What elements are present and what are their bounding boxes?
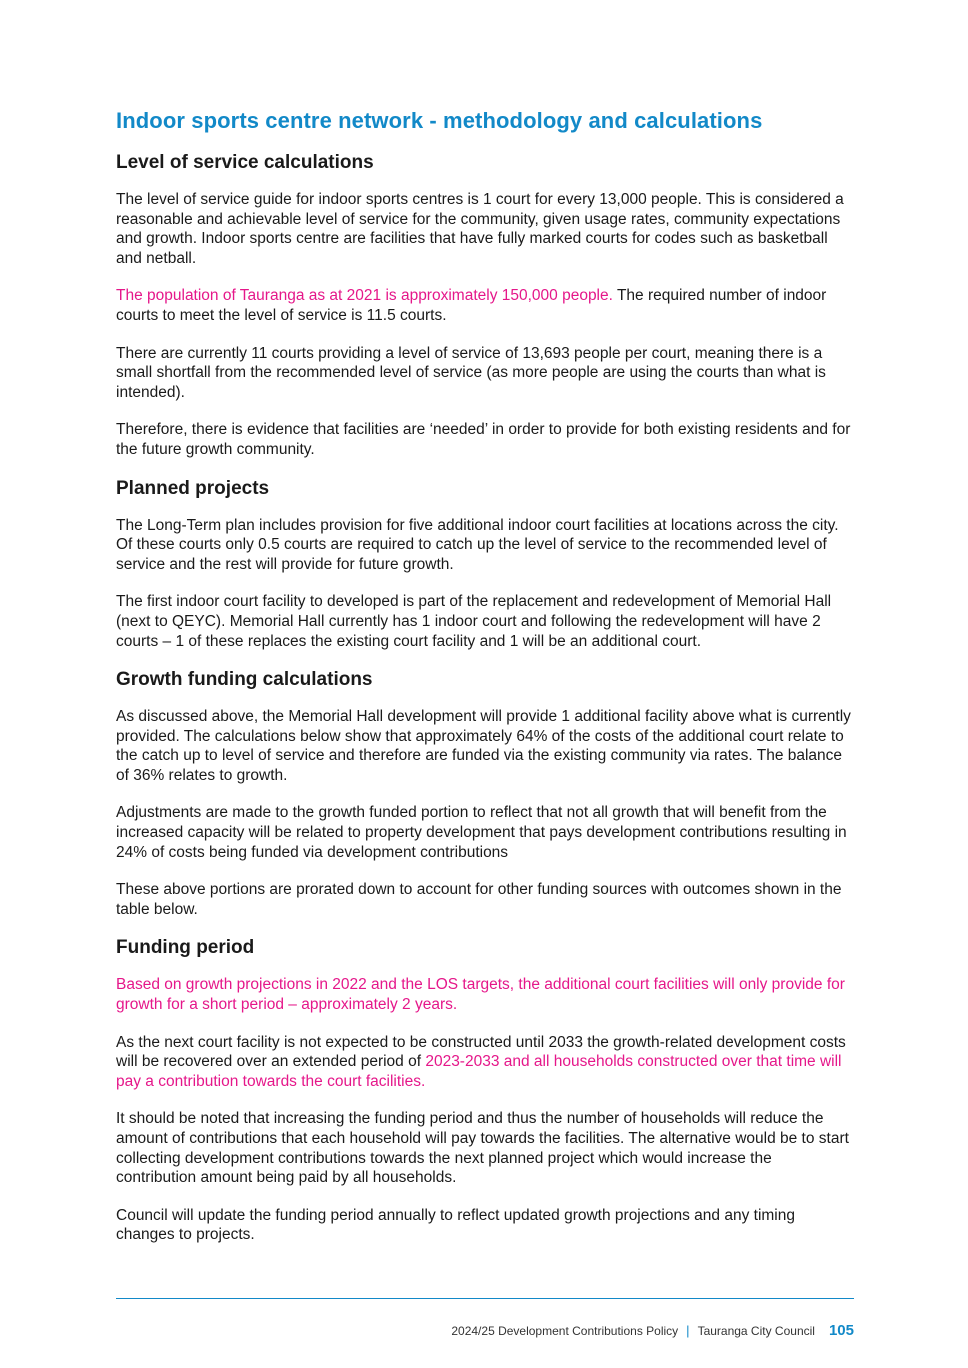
- paragraph: As discussed above, the Memorial Hall development will provide 1 additional facility above what is currently provided. The calculations below show that approximately 64% of the costs of the additional court relate to the catch up to level of service and therefore are funded via the existing community via rates. The balance of 36% relates to growth.: [116, 708, 851, 784]
- paragraph: Adjustments are made to the growth funded portion to reflect that not all growth that will benefit from the increased capacity will be related to property development that pays development contributions resulting in 24% of costs being funded via development contributions: [116, 804, 847, 861]
- section-heading: Growth funding calculations: [116, 669, 373, 691]
- section-planned-projects: [116, 478, 856, 652]
- page-number: 105: [828, 1322, 854, 1339]
- paragraph: These above portions are prorated down to account for other funding sources with outcomes shown in the table below.: [116, 881, 842, 918]
- paragraph: The level of service guide for indoor sports centres is 1 court for every 13,000 people. This is considered a reasonable and achievable level of service for the community, given usage rates, community expectations and growth. Indoor sports centre are facilities that have fully marked courts for codes such as basketball and netball.: [116, 191, 844, 267]
- paragraph: The first indoor court facility to developed is part of the replacement and redevelopment of Memorial Hall (next to QEYC). Memorial Hall currently has 1 indoor court and following the redevelopment will have 2 courts – 1 of these replaces the existing court facility and 1 will be an additional court.: [116, 593, 832, 650]
- paragraph-text: As the next court facility is not expected to be constructed until 2033 the growth-related development costs will be recovered over an extended period of: [116, 1033, 846, 1071]
- page-content: [116, 108, 856, 1263]
- section-growth-funding: [116, 669, 856, 919]
- section-funding-period: [116, 937, 856, 1245]
- footer-council-name: Tauranga City Council: [697, 1323, 815, 1338]
- paragraph: Council will update the funding period annually to reflect updated growth projections and any timing changes to projects.: [116, 1206, 795, 1244]
- highlighted-text: The population of Tauranga as at 2021 is approximately 150,000 people.: [116, 287, 613, 305]
- paragraph: [116, 286, 856, 325]
- highlighted-paragraph: Based on growth projections in 2022 and the LOS targets, the additional court facilities will only provide for growth for a short period – approximately 2 years.: [116, 976, 845, 1014]
- footer-separator: |: [686, 1323, 690, 1338]
- paragraph: There are currently 11 courts providing a level of service of 13,693 people per court, meaning there is a small shortfall from the recommended level of service (as more people are using the courts than what is intended).: [116, 344, 826, 401]
- highlighted-text: 2023-2033 and all households constructed over that time will pay a contribution towards the court facilities.: [116, 1053, 842, 1090]
- paragraph: [116, 1033, 856, 1092]
- footer-policy-title: 2024/25 Development Contributions Policy: [451, 1323, 679, 1338]
- section-heading: Level of service calculations: [116, 152, 374, 173]
- page-footer: [451, 1322, 854, 1339]
- page-title: Indoor sports centre network - methodology and calculations: [116, 108, 763, 133]
- section-heading: Funding period: [116, 937, 255, 959]
- paragraph: The Long-Term plan includes provision for five additional indoor court facilities at locations across the city. Of these courts only 0.5 courts are required to catch up the level of service to the recommended level of service and the rest will provide for future growth.: [116, 516, 839, 573]
- section-heading: Planned projects: [116, 477, 270, 499]
- paragraph: Therefore, there is evidence that facilities are ‘needed’ in order to provide for both existing residents and for the future growth community.: [116, 421, 851, 458]
- footer-divider: [116, 1298, 854, 1299]
- section-level-of-service: [116, 152, 856, 460]
- paragraph-text: The required number of indoor courts to meet the level of service is 11.5 courts.: [116, 287, 827, 324]
- paragraph: It should be noted that increasing the funding period and thus the number of households will reduce the amount of contributions that each household will pay towards the facilities. The alternative would be to start collecting development contributions towards the next planned project which would increase the contribution amount being paid by all households.: [116, 1110, 849, 1187]
